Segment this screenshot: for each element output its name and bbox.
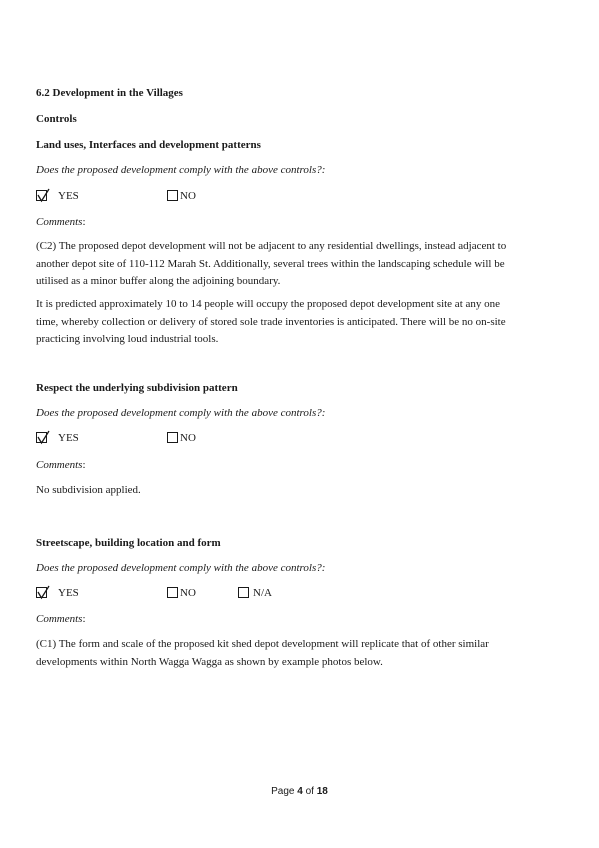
yes-label: YES <box>58 587 79 599</box>
no-checkbox[interactable] <box>167 190 178 201</box>
page-number-current: 4 <box>297 786 303 797</box>
yes-checkbox[interactable] <box>36 432 47 443</box>
compliance-question: Does the proposed development comply with the above controls?: <box>36 164 326 176</box>
yes-checkbox[interactable] <box>36 190 47 201</box>
checkmark-icon <box>36 585 50 600</box>
comment-line: practicing involving loud industrial tools. <box>36 333 219 345</box>
controls-label: Controls <box>36 113 77 125</box>
no-label: NO <box>180 432 196 444</box>
comment-line: No subdivision applied. <box>36 484 141 496</box>
comment-line: It is predicted approximately 10 to 14 people will occupy the proposed depot development site at any one <box>36 298 501 310</box>
page-number-total: 18 <box>316 786 328 797</box>
comment-line: time, whereby collection or delivery of stored sole trade inventories is anticipated. There will be no on-site <box>36 315 506 328</box>
no-label: NO <box>180 587 196 599</box>
comment-line: utilised as a minor buffer along the adjoining boundary. <box>36 275 281 287</box>
no-checkbox[interactable] <box>167 432 178 443</box>
compliance-question: Does the proposed development comply with the above controls?: <box>36 407 326 419</box>
comments-label: Comments: <box>36 613 86 625</box>
no-checkbox[interactable] <box>167 587 178 598</box>
section-heading-subdivision: Respect the underlying subdivision pattern <box>36 382 238 394</box>
comment-line: another depot site of 110-112 Marah St. Additionally, several trees within the landscaping schedule will be <box>36 257 505 270</box>
yes-label: YES <box>58 432 79 444</box>
na-checkbox[interactable] <box>238 587 249 598</box>
comments-label: Comments: <box>36 216 86 228</box>
comment-line: (C2) The proposed depot development will not be adjacent to any residential dwellings, instead adjacent to <box>36 240 507 252</box>
section-heading-land-uses: Land uses, Interfaces and development patterns <box>36 139 261 151</box>
no-label: NO <box>180 190 196 202</box>
comment-paragraph <box>36 636 564 671</box>
na-label: N/A <box>253 587 272 599</box>
checkmark-icon <box>36 430 50 445</box>
section-title: 6.2 Development in the Villages <box>36 87 183 99</box>
yes-checkbox[interactable] <box>36 587 47 598</box>
yes-label: YES <box>58 190 79 202</box>
compliance-question: Does the proposed development comply with the above controls?: <box>36 562 326 574</box>
page-footer: Page 4 of 18 <box>271 786 328 797</box>
comment-paragraph <box>36 238 564 291</box>
comment-line: developments within North Wagga Wagga as shown by example photos below. <box>36 655 383 668</box>
section-heading-streetscape: Streetscape, building location and form <box>36 537 221 549</box>
comment-paragraph <box>36 482 564 500</box>
comments-label: Comments: <box>36 459 86 471</box>
comment-paragraph <box>36 296 564 349</box>
comment-line: (C1) The form and scale of the proposed kit shed depot development will replicate that of other similar <box>36 638 489 650</box>
checkmark-icon <box>36 188 50 203</box>
